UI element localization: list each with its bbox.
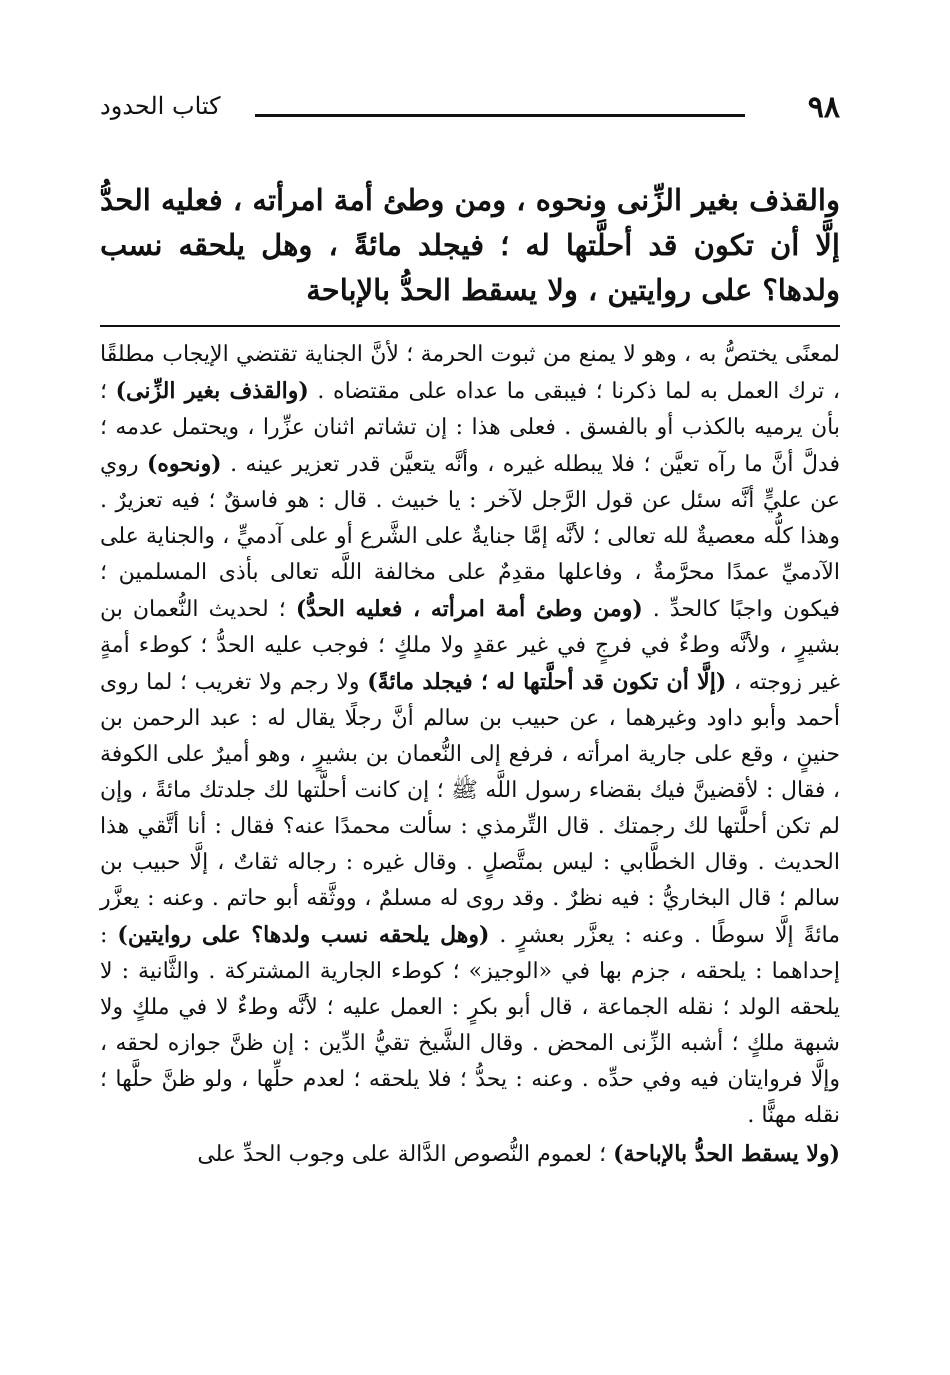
page-header (100, 90, 840, 130)
running-title: كتاب الحدود (100, 92, 221, 120)
commentary-text: روي عن عليٍّ أنَّه سئل عن قول الرَّجل لآخر : يا خبيث . قال : هو فاسقٌ ؛ فيه تعزيرٌ . وهذا كلُّه معصيةٌ لله تعالى ؛ لأنَّه إمَّا جنايةٌ على الشَّرع أو على آدميٍّ ، والجناية على الآدميِّ عمدًا محرَّمةٌ ، وفاعلها مقدِمٌ على مخالفة اللَّه تعالى بأذى المسلمين ؛ فيكون واجبًا كالحدِّ . (100, 452, 840, 622)
book-page (100, 90, 840, 1173)
commentary-text: : إحداهما : يلحقه ، جزم بها في «الوجيز» ؛ كوطء الجارية المشتركة . والثَّانية : لا يلحقه الولد ؛ نقله الجماعة ، قال أبو بكرٍ : العمل عليه ؛ لأنَّه وطءٌ لا في ملكٍ ولا شبهة ملكٍ ؛ أشبه الزِّنى المحض . وقال الشَّيخ تقيُّ الدِّين : إن ظنَّ جوازه لحقه ، وإلَّا فروايتان فيه وفي حدِّه . وعنه : يحدُّ ؛ فلا يلحقه ؛ لعدم حلِّها ، ولو ظنَّ حلَّها ؛ نقله مهنًّا . (100, 923, 840, 1128)
matn-text: والقذف بغير الزِّنى ونحوه ، ومن وطئ أمة امرأته ، فعليه الحدُّ إلَّا أن تكون قد أحلَّتها له ؛ فيجلد مائةً ، وهل يلحقه نسب ولدها؟ على روايتين ، ولا يسقط الحدُّ بالإباحة (100, 183, 840, 307)
quoted-matn: (ومن وطئ أمة امرأته ، فعليه الحدُّ) (295, 596, 643, 622)
header-rule (255, 114, 745, 117)
quoted-matn: (وهل يلحقه نسب ولدها؟ على روايتين) (117, 922, 490, 948)
matn-divider (100, 325, 840, 327)
commentary-paragraph (100, 337, 840, 1134)
quoted-matn: (ونحوه) (146, 451, 222, 477)
commentary (100, 337, 840, 1173)
page-number: ٩٨ (807, 90, 840, 125)
quoted-matn: (ولا يسقط الحدُّ بالإباحة) (613, 1141, 840, 1167)
commentary-text: ؛ لحديث النُّعمان بن بشيرٍ ، ولأنَّه وطءٌ في فرجٍ في غير عقدٍ ولا ملكٍ ؛ فوجب عليه الحدُّ ؛ كوطء أمةٍ غير زوجته ، (100, 597, 840, 695)
commentary-text: لمعنًى يختصُّ به ، وهو لا يمنع من ثبوت الحرمة ؛ لأنَّ الجناية تقتضي الإيجاب مطلقًا ، ترك العمل به لما ذكرنا ؛ فيبقى ما عداه على مقتضاه . (100, 342, 840, 404)
commentary-text: ؛ بأن يرميه بالكذب أو بالفسق . فعلى هذا : إن تشاتم اثنان عزِّرا ، ويحتمل عدمه ؛ فدلَّ أنَّ ما رآه تعيَّن ؛ فلا يبطله غيره ، وأنَّه يتعيَّن قدر تعزير عينه . (100, 379, 840, 477)
commentary-text: ولا رجم ولا تغريب ؛ لما روى أحمد وأبو داود وغيرهما ، عن حبيب بن سالم أنَّ رجلًا يقال له : عبد الرحمن بن حنينٍ ، وقع على جارية امرأته ، فرفع إلى النُّعمان بن بشيرٍ ، وهو أميرٌ على الكوفة ، فقال : لأقضينَّ فيك بقضاء رسول اللَّه ﷺ ؛ إن كانت أحلَّتها لك جلدتك مائةً ، وإن لم تكن أحلَّتها لك رجمتك . قال التِّرمذي : سألت محمدًا عنه؟ فقال : أنا أتَّقي هذا الحديث . وقال الخطَّابي : ليس بمتَّصلٍ . وقال غيره : رجاله ثقاتٌ ، إلَّا حبيب بن سالم ؛ قال البخاريُّ : فيه نظرٌ . وقد روى له مسلمٌ ، ووثَّقه أبو حاتم . وعنه : يعزَّر مائةً إلَّا سوطًا . وعنه : يعزَّر بعشرٍ . (100, 670, 840, 948)
quoted-matn: (والقذف بغير الزِّنى) (115, 378, 309, 404)
commentary-text: ؛ لعموم النُّصوص الدَّالة على وجوب الحدِّ على (197, 1142, 614, 1167)
quoted-matn: (إلَّا أن تكون قد أحلَّتها له ؛ فيجلد مائةً) (367, 669, 727, 695)
commentary-paragraph (100, 1136, 840, 1173)
